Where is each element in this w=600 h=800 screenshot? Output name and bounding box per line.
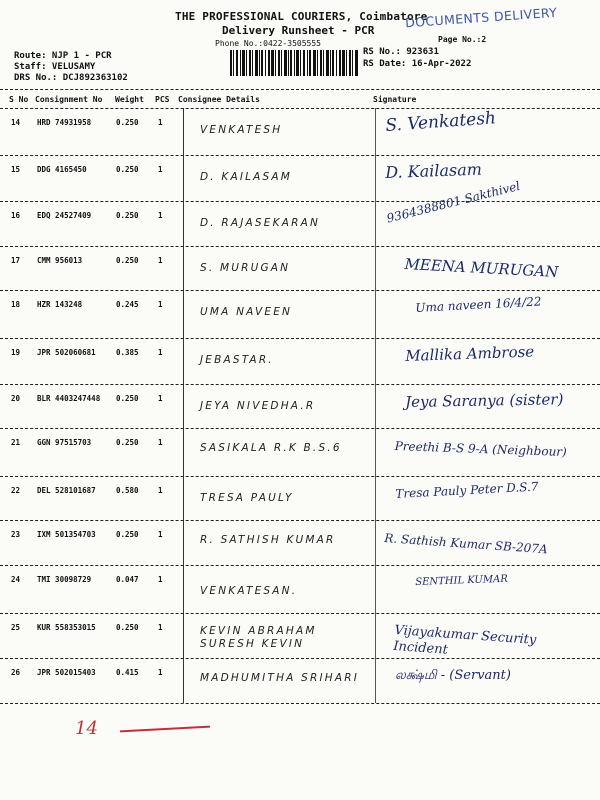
table-row (0, 292, 600, 338)
table-row (0, 660, 600, 703)
row-weight: 0.250 (116, 211, 139, 220)
page-number: Page No.:2 (438, 35, 487, 44)
row-consignee-name: TRESA PAULY (200, 492, 294, 504)
row-sno: 19 (11, 348, 21, 357)
drs-number: DRS No.: DCJ892363102 (14, 73, 128, 83)
table-row (0, 567, 600, 613)
row-sno: 14 (11, 118, 21, 127)
row-separator (0, 338, 600, 339)
row-consignee-name: S. MURUGAN (200, 262, 291, 274)
row-consignee-name: D. KAILASAM (200, 171, 293, 183)
footer-count: 14 (75, 718, 98, 739)
row-consignee-name: JEYA NIVEDHA.R (200, 400, 316, 412)
row-sno: 26 (11, 668, 21, 677)
row-consignment-no: KUR 558353015 (37, 623, 96, 632)
row-pcs: 1 (158, 118, 163, 127)
row-consignee-name: UMA NAVEEN (200, 306, 293, 318)
row-pcs: 1 (158, 438, 163, 447)
row-signature: SENTHIL KUMAR (415, 573, 508, 588)
row-consignment-no: DEL 528101687 (37, 486, 96, 495)
row-pcs: 1 (158, 348, 163, 357)
row-weight: 0.580 (116, 486, 139, 495)
row-consignee-name: KEVIN ABRAHAM SURESH KEVIN (200, 625, 317, 650)
row-consignment-no: IXM 501354703 (37, 530, 96, 539)
row-consignment-no: BLR 4403247448 (37, 394, 101, 403)
row-separator (0, 428, 600, 429)
route-label: Route: NJP 1 - PCR (14, 51, 112, 61)
row-separator (0, 246, 600, 247)
row-consignment-no: JPR 502060681 (37, 348, 96, 357)
table-row (0, 522, 600, 565)
row-consignment-no: TMI 30098729 (37, 575, 92, 584)
documents-delivery-stamp: DOCUMENTS DELIVERY (404, 4, 558, 31)
row-weight: 0.250 (116, 530, 139, 539)
row-sno: 20 (11, 394, 21, 403)
col-consignment: Consignment No (35, 95, 103, 104)
row-separator (0, 155, 600, 156)
row-separator (0, 520, 600, 521)
footer-underline (120, 726, 210, 733)
col-sno: S No (9, 95, 29, 104)
consignee-column-divider (183, 108, 184, 703)
row-sno: 16 (11, 211, 21, 220)
row-weight: 0.415 (116, 668, 139, 677)
row-consignment-no: EDQ 24527409 (37, 211, 92, 220)
row-consignment-no: JPR 502015403 (37, 668, 96, 677)
row-weight: 0.250 (116, 394, 139, 403)
row-separator (0, 290, 600, 291)
row-consignee-name: JEBASTAR. (200, 354, 274, 366)
row-separator (0, 565, 600, 566)
row-consignment-no: HZR 143248 (37, 300, 83, 309)
table-row (0, 386, 600, 428)
table-row (0, 615, 600, 658)
row-consignee-name: D. RAJASEKARAN (200, 217, 321, 229)
row-signature: 9364388801 Sakthivel (385, 178, 522, 226)
row-signature: Uma naveen 16/4/22 (415, 294, 542, 315)
row-separator (0, 384, 600, 385)
row-signature: R. Sathish Kumar SB-207A (383, 530, 549, 557)
row-pcs: 1 (158, 394, 163, 403)
row-separator (0, 476, 600, 477)
col-consignee: Consignee Details (178, 95, 260, 104)
row-signature: Tresa Pauly Peter D.S.7 (395, 479, 539, 501)
row-sno: 18 (11, 300, 21, 309)
row-pcs: 1 (158, 211, 163, 220)
row-pcs: 1 (158, 300, 163, 309)
row-consignee-name: VENKATESH (200, 124, 283, 136)
rs-date: RS Date: 16-Apr-2022 (363, 59, 472, 69)
row-weight: 0.250 (116, 165, 139, 174)
rs-number: RS No.: 923631 (363, 47, 439, 57)
barcode-icon (230, 50, 358, 76)
row-consignment-no: DDG 4165450 (37, 165, 87, 174)
row-weight: 0.245 (116, 300, 139, 309)
signature-column-divider (375, 108, 376, 703)
row-pcs: 1 (158, 623, 163, 632)
row-sno: 23 (11, 530, 21, 539)
table-row (0, 478, 600, 520)
row-consignment-no: CMM 956013 (37, 256, 83, 265)
row-signature: Jeya Saranya (sister) (404, 390, 564, 411)
header-top-rule (0, 89, 600, 90)
row-sno: 22 (11, 486, 21, 495)
company-title: THE PROFESSIONAL COURIERS, Coimbatore (175, 10, 428, 23)
row-sno: 25 (11, 623, 21, 632)
table-row (0, 248, 600, 290)
table-row (0, 430, 600, 476)
staff-label: Staff: VELUSAMY (14, 62, 96, 72)
row-weight: 0.385 (116, 348, 139, 357)
row-sno: 17 (11, 256, 21, 265)
row-sno: 21 (11, 438, 21, 447)
table-row (0, 178, 600, 246)
row-separator (0, 658, 600, 659)
row-consignee-name: SASIKALA R.K B.S.6 (200, 442, 342, 454)
row-weight: 0.250 (116, 438, 139, 447)
row-weight: 0.250 (116, 256, 139, 265)
row-signature: Mallika Ambrose (404, 342, 535, 365)
table-row (0, 110, 600, 155)
phone-number: Phone No.:0422-3505555 (215, 39, 321, 48)
col-weight: Weight (115, 95, 144, 104)
row-separator (0, 703, 600, 704)
row-consignee-name: MADHUMITHA SRIHARI (200, 672, 360, 684)
row-sno: 15 (11, 165, 21, 174)
row-signature: Vijayakumar Security Incident (392, 623, 537, 658)
row-signature: D. Kailasam (384, 159, 483, 182)
row-signature: லக்ஷ்மி - (Servant) (395, 668, 511, 683)
row-separator (0, 613, 600, 614)
row-signature: S. Venkatesh (384, 108, 497, 136)
row-consignment-no: GGN 97515703 (37, 438, 92, 447)
row-pcs: 1 (158, 668, 163, 677)
row-sno: 24 (11, 575, 21, 584)
row-signature: MEENA MURUGAN (404, 255, 559, 282)
row-separator (0, 201, 600, 202)
row-pcs: 1 (158, 575, 163, 584)
row-pcs: 1 (158, 486, 163, 495)
row-consignee-name: VENKATESAN. (200, 585, 298, 597)
col-signature: Signature (373, 95, 417, 104)
row-pcs: 1 (158, 165, 163, 174)
row-pcs: 1 (158, 256, 163, 265)
row-signature: Preethi B-S 9-A (Neighbour) (394, 438, 567, 459)
table-row (0, 340, 600, 384)
row-weight: 0.250 (116, 118, 139, 127)
row-consignee-name: R. SATHISH KUMAR (200, 534, 336, 546)
header-bottom-rule (0, 108, 600, 109)
runsheet-title: Delivery Runsheet - PCR (222, 24, 375, 37)
row-pcs: 1 (158, 530, 163, 539)
row-weight: 0.047 (116, 575, 139, 584)
row-weight: 0.250 (116, 623, 139, 632)
row-consignment-no: HRD 74931958 (37, 118, 92, 127)
col-pcs: PCS (155, 95, 170, 104)
